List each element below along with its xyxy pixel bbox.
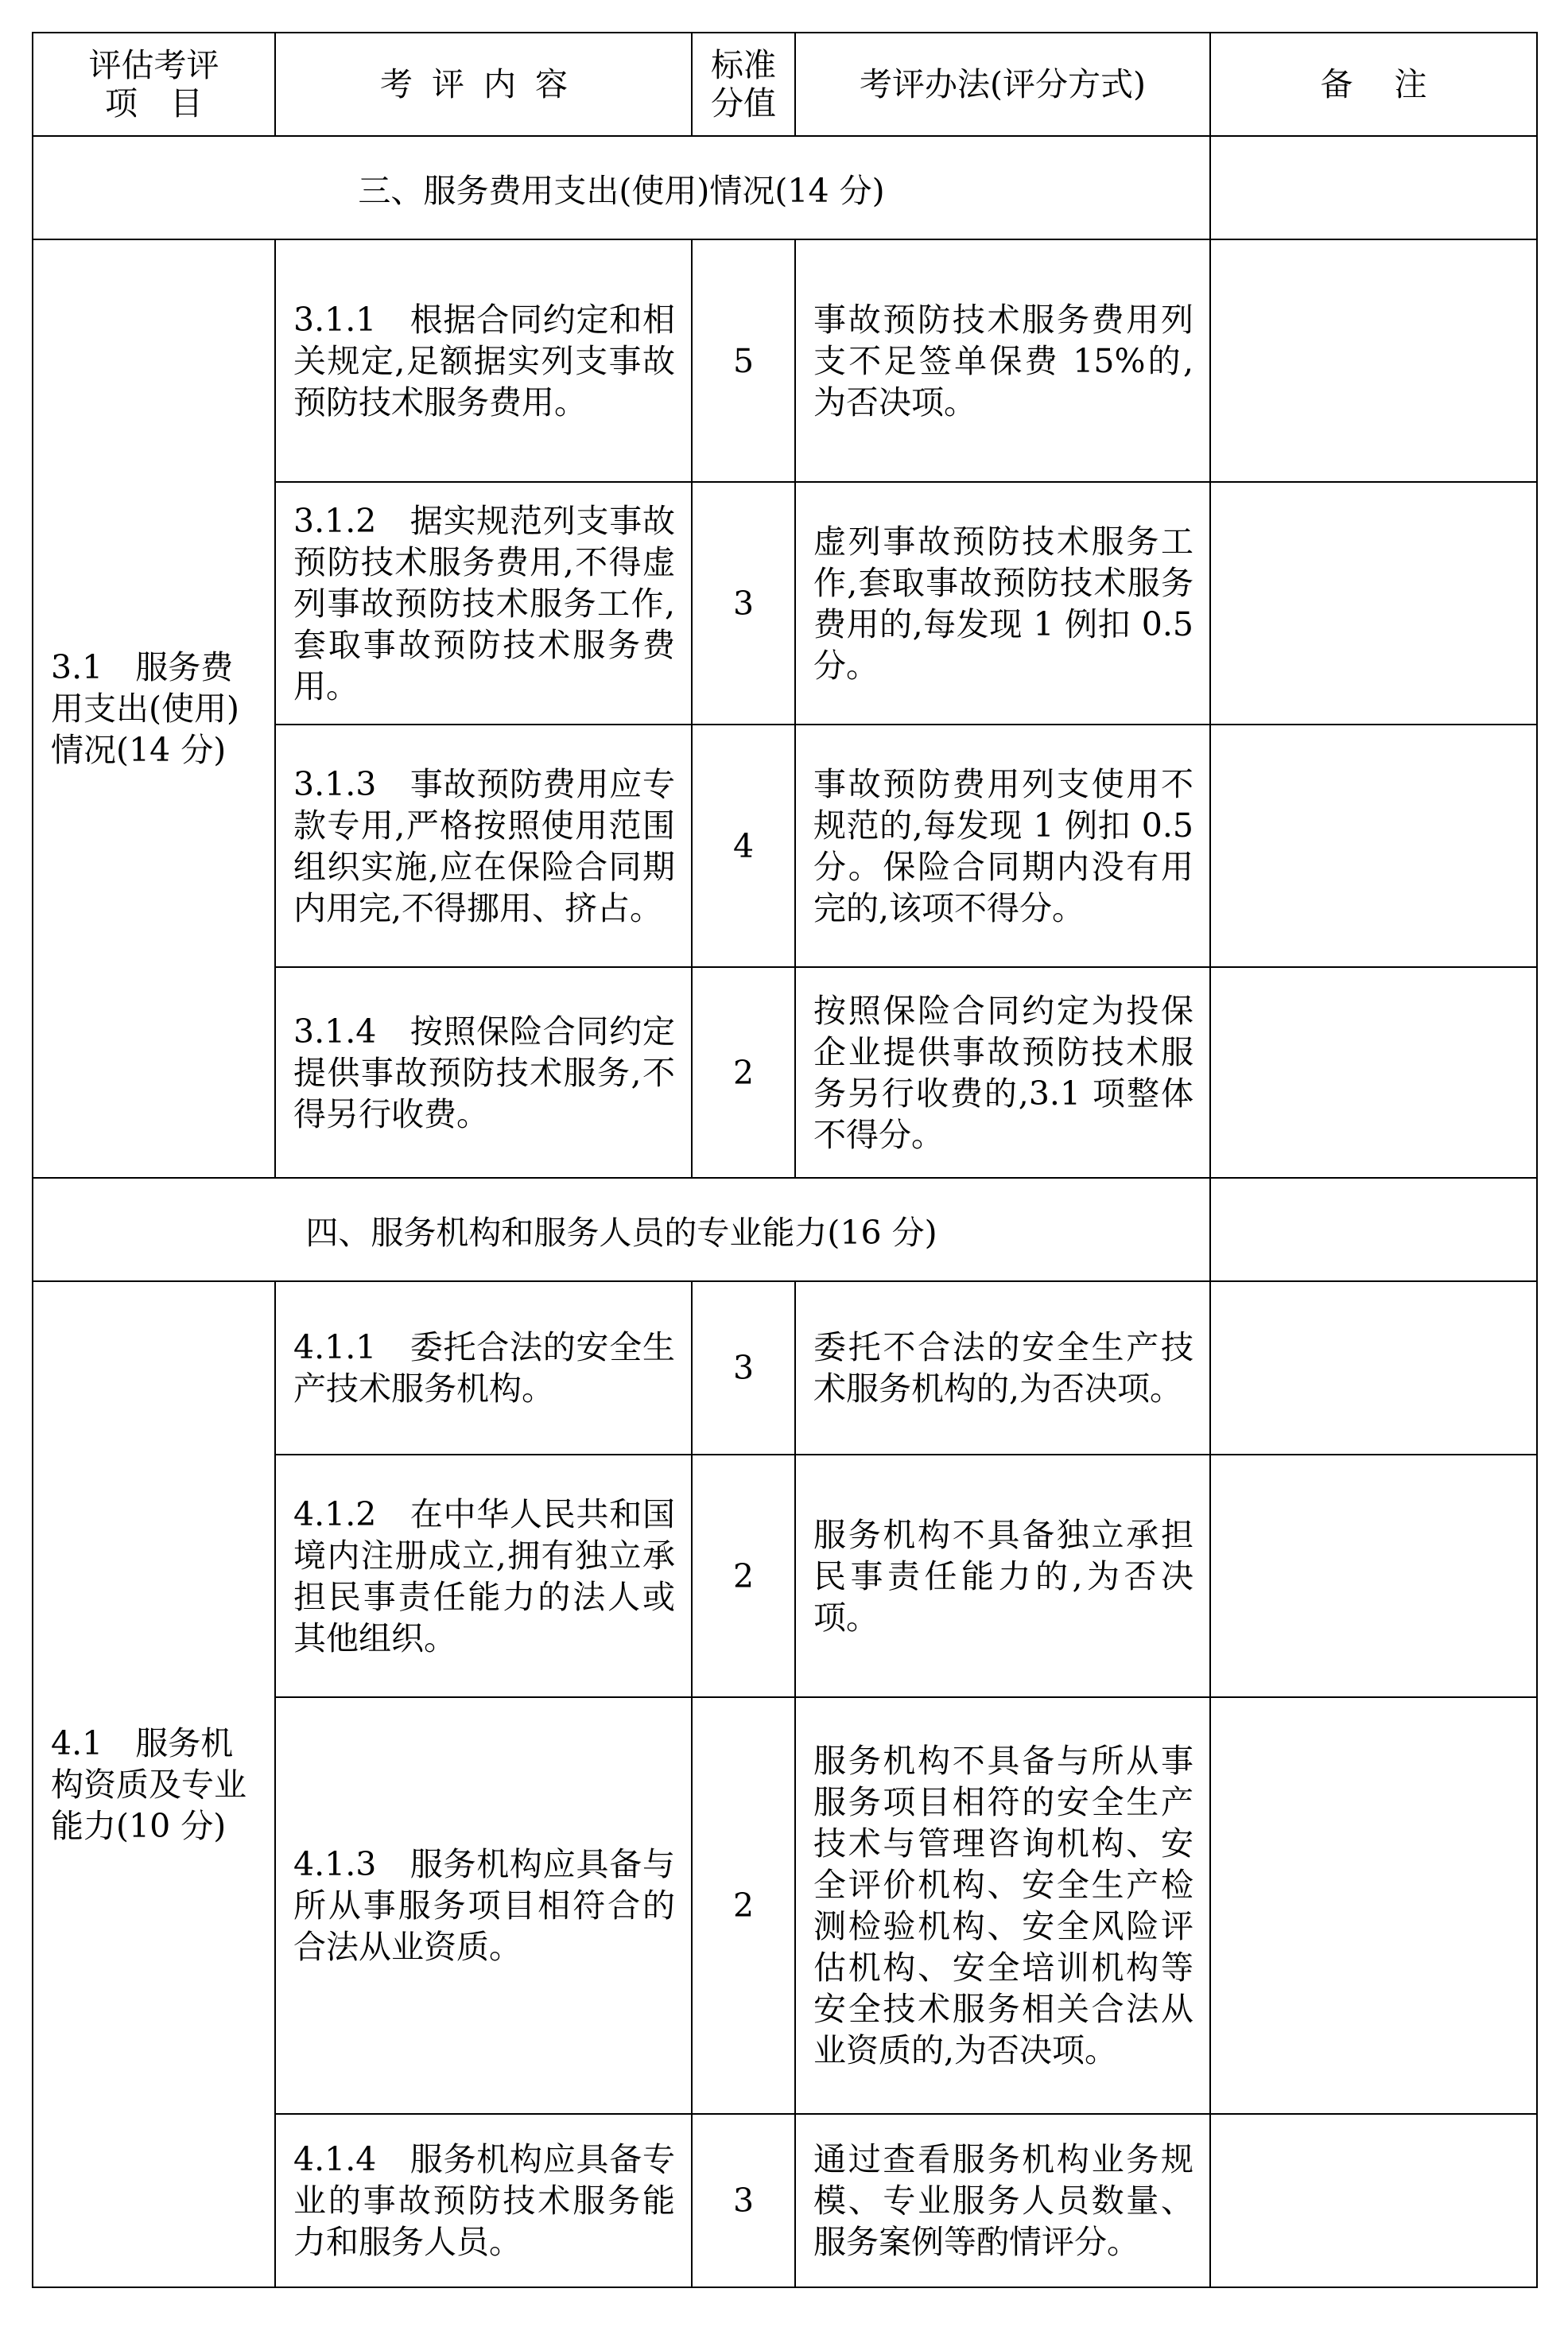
table-row bbox=[33, 239, 1537, 482]
header-score-line1: 标准 bbox=[711, 46, 776, 84]
row-content: 3.1.2 据实规范列支事故预防技术服务费用,不得虚列事故预防技术服务工作,套取事故预防技术服务费用。 bbox=[275, 482, 692, 725]
row-score: 2 bbox=[692, 1455, 795, 1697]
row-content: 4.1.4 服务机构应具备专业的事故预防技术服务能力和服务人员。 bbox=[275, 2114, 692, 2287]
row-score: 3 bbox=[692, 482, 795, 725]
header-item bbox=[33, 33, 275, 136]
row-method: 服务机构不具备独立承担民事责任能力的,为否决项。 bbox=[795, 1455, 1210, 1697]
row-remark bbox=[1210, 1455, 1537, 1697]
row-method: 虚列事故预防技术服务工作,套取事故预防技术服务费用的,每发现 1 例扣 0.5 分。 bbox=[795, 482, 1210, 725]
group-item: 4.1 服务机构资质及专业能力(10 分) bbox=[33, 1281, 275, 2287]
row-remark bbox=[1210, 482, 1537, 725]
row-method: 事故预防费用列支使用不规范的,每发现 1 例扣 0.5 分。保险合同期内没有用完的,该项不得分。 bbox=[795, 725, 1210, 967]
section-title-row bbox=[33, 1178, 1537, 1281]
section-title-row bbox=[33, 136, 1537, 239]
row-remark bbox=[1210, 1697, 1537, 2114]
row-score: 3 bbox=[692, 2114, 795, 2287]
header-item-line1: 评估考评 bbox=[88, 46, 219, 84]
group-item: 3.1 服务费用支出(使用)情况(14 分) bbox=[33, 239, 275, 1178]
row-score: 2 bbox=[692, 1697, 795, 2114]
header-score-line2: 分值 bbox=[711, 84, 776, 122]
row-content: 3.1.4 按照保险合同约定提供事故预防技术服务,不得另行收费。 bbox=[275, 967, 692, 1178]
row-method: 委托不合法的安全生产技术服务机构的,为否决项。 bbox=[795, 1281, 1210, 1455]
row-remark bbox=[1210, 967, 1537, 1178]
row-method: 按照保险合同约定为投保企业提供事故预防技术服务另行收费的,3.1 项整体不得分。 bbox=[795, 967, 1210, 1178]
row-method: 事故预防技术服务费用列支不足签单保费 15%的,为否决项。 bbox=[795, 239, 1210, 482]
row-content: 3.1.3 事故预防费用应专款专用,严格按照使用范围组织实施,应在保险合同期内用完,不得挪用、挤占。 bbox=[275, 725, 692, 967]
header-score bbox=[692, 33, 795, 136]
section-title: 三、服务费用支出(使用)情况(14 分) bbox=[33, 136, 1210, 239]
header-method: 考评办法(评分方式) bbox=[795, 33, 1210, 136]
row-method: 通过查看服务机构业务规模、专业服务人员数量、服务案例等酌情评分。 bbox=[795, 2114, 1210, 2287]
section-title: 四、服务机构和服务人员的专业能力(16 分) bbox=[33, 1178, 1210, 1281]
header-remark: 备注 bbox=[1210, 33, 1537, 136]
row-remark bbox=[1210, 1281, 1537, 1455]
table-row bbox=[33, 1281, 1537, 1455]
row-score: 5 bbox=[692, 239, 795, 482]
header-item-line2: 项 目 bbox=[105, 84, 203, 122]
row-remark bbox=[1210, 725, 1537, 967]
row-score: 2 bbox=[692, 967, 795, 1178]
section-remark-cell bbox=[1210, 1178, 1537, 1281]
row-content: 4.1.3 服务机构应具备与所从事服务项目相符合的合法从业资质。 bbox=[275, 1697, 692, 2114]
row-remark bbox=[1210, 2114, 1537, 2287]
row-remark bbox=[1210, 239, 1537, 482]
row-score: 4 bbox=[692, 725, 795, 967]
row-content: 4.1.2 在中华人民共和国境内注册成立,拥有独立承担民事责任能力的法人或其他组织。 bbox=[275, 1455, 692, 1697]
row-content: 4.1.1 委托合法的安全生产技术服务机构。 bbox=[275, 1281, 692, 1455]
evaluation-table bbox=[32, 32, 1538, 2288]
row-score: 3 bbox=[692, 1281, 795, 1455]
section-remark-cell bbox=[1210, 136, 1537, 239]
row-method: 服务机构不具备与所从事服务项目相符的安全生产技术与管理咨询机构、安全评价机构、安全生产检测检验机构、安全风险评估机构、安全培训机构等安全技术服务相关合法从业资质的,为否决项。 bbox=[795, 1697, 1210, 2114]
table-header-row bbox=[33, 33, 1537, 136]
row-content: 3.1.1 根据合同约定和相关规定,足额据实列支事故预防技术服务费用。 bbox=[275, 239, 692, 482]
header-content: 考评内容 bbox=[275, 33, 692, 136]
